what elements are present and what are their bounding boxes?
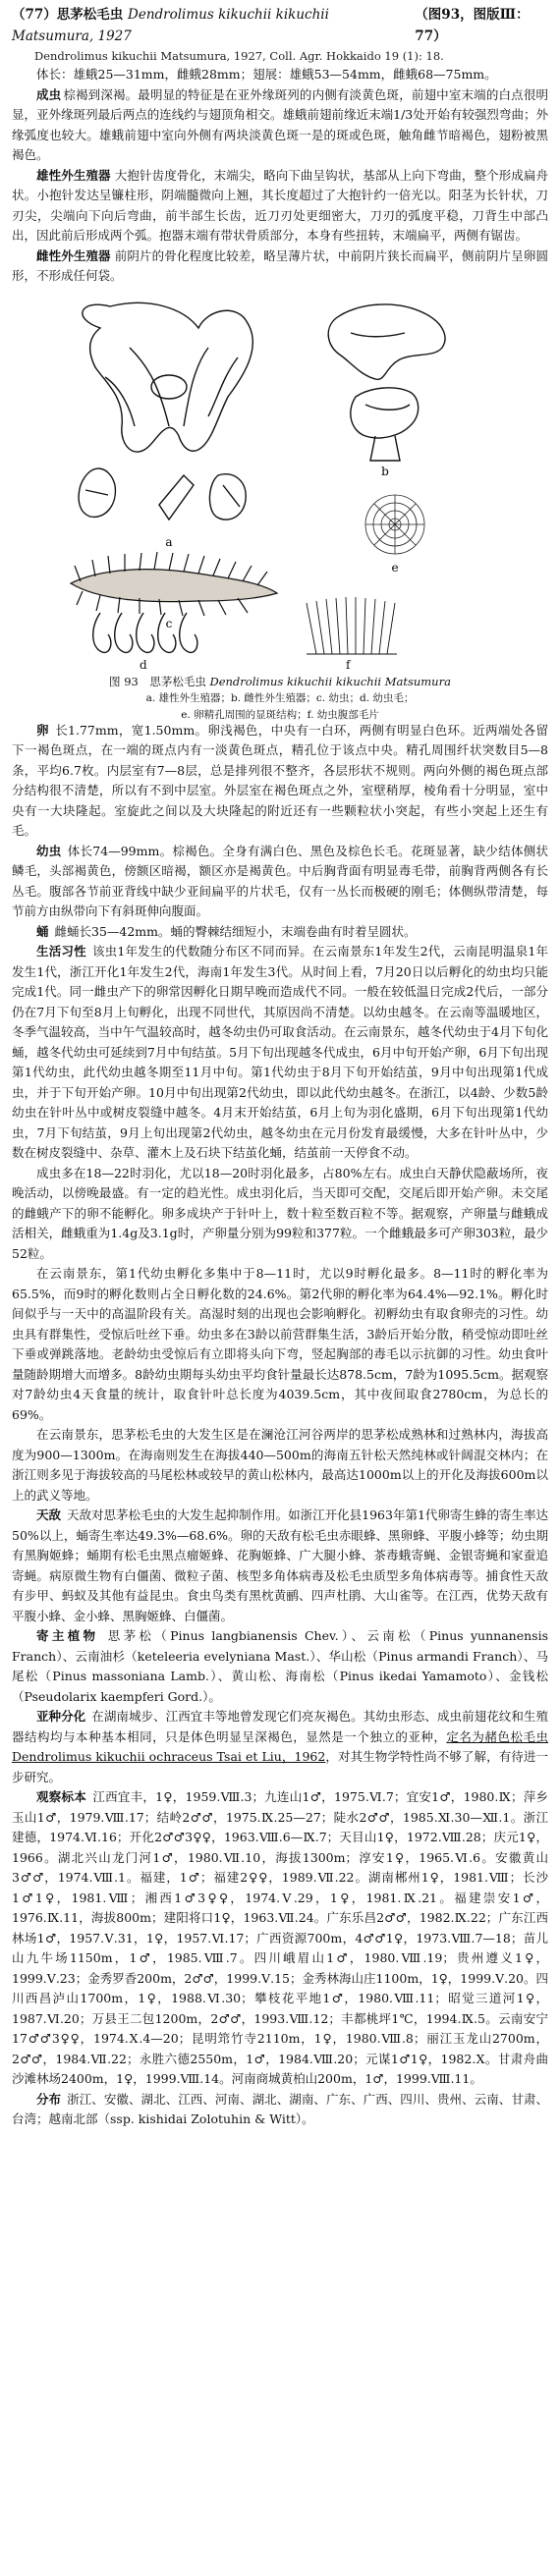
pupa-text: 雌蛹长35—42mm。蛹的臀棘结细短小，末端卷曲有时着呈圆状。: [54, 923, 417, 939]
citation: Dendrolimus kikuchii Matsumura, 1927, Coll. Agr. Hokkaido 19 (1): 18.: [34, 49, 444, 63]
subspecies-lead: 亚种分化: [36, 1709, 86, 1724]
fig-label-f: f: [346, 657, 351, 672]
larva-text: 体长74—99mm。棕褐色。全身有满白色、黑色及棕色长毛。花斑显著，缺少结体侧状鳞毛，头部褐黄色，傍额区暗褐，额区亦是褐黄色。中后胸背面有明显毒毛带，前胸背两侧各有长丛毛。腹部各节前亚背线中缺少亚间扁平的片状毛，仅有一丛长而极硬的刚毛；体侧纵带清楚，每节前方由纵带向下有斜斑伸向腹面。: [12, 843, 548, 918]
figure-93: [12, 289, 548, 721]
subspecies-text-before: 在湖南城步、江西宜丰等地曾发现它们亮灰褐色。其幼虫形态、成虫前翅花纹和生殖器结构均与本种基本相同，只是体色明显呈深褐色，显然是一个独立的亚种，: [12, 1709, 548, 1744]
egg-lead: 卵: [36, 722, 49, 738]
life-history-paragraph-4: 在云南景东，思茅松毛虫的大发生区是在澜沧江河谷两岸的思茅松成熟林和过熟林内，海拔高度为900—1300m。在海南则发生在海拔440—500m的海南五针松天然纯林或针阔混交林内；在浙江则多见于海拔较高的马尾松林或较早的黄山松林内，最高达1000m以上的开化及海拔600m以上的武义等地。: [12, 1427, 548, 1503]
female-genitalia-text: 前阴片的骨化程度比较差，略呈薄片状，中前阴片狭长而扁平，侧前阴片呈卵圆形，不形成任何袋。: [12, 247, 548, 283]
natural-enemies-lead: 天敌: [36, 1507, 62, 1522]
caption-line-2: a. 雄性外生殖器；b. 雌性外生殖器；c. 幼虫；d. 幼虫毛；: [145, 691, 415, 704]
male-genitalia-paragraph: [12, 166, 548, 247]
caption-title: 图 93 思茅松毛虫: [109, 674, 206, 688]
fig-label-e: e: [391, 560, 399, 575]
male-genitalia-text: 大抱针齿度骨化，末端尖，略向下曲呈钩状，基部从上向下弯曲，整个形成扁舟状。小抱针发达呈镰柱形，阴端髓微向上翘，其长度超过了大抱针约一倍光以。阳茎为长针状，刀刃尖，尖端向下向后弯曲，前半部生长齿，近刀刃处更细密大，刀刃的弧度平稳，刀背生中部凸出，因此前后形成两个弧。抱器末端有带状骨质部分，本身有些扭转，末端扁平，两侧有锯齿。: [12, 167, 548, 243]
natural-enemies-text: 天敌对思茅松毛虫的大发生起抑制作用。如浙江开化县1963年第1代卵寄生蜂的寄生率达50%以上，蛹寄生率达49.3%—68.6%。卵的天敌有松毛虫赤眼蜂、黑卵蜂、平腹小蜂等；幼虫期有黑胸姬蜂；蛹期有松毛虫黑点瘤姬蜂、花胸姬蜂、广大腿小蜂、茶毒蛾寄蝇、金银寄蝇和家蚕追寄蝇。病原微生物有白僵菌、微粒子菌、核型多角体病毒及松毛虫质型多角体病毒等。捕食性天敌有步甲、蚂蚁及其他有益昆虫。食虫鸟类有黑枕黄鹂、四声杜鹃、大山雀等。在江西，优势天敌有平腹小蜂、金小蜂、黑胸姬蜂、白僵菌。: [12, 1507, 548, 1623]
adult-lead: 成虫: [36, 86, 62, 102]
female-genitalia-drawing: [328, 303, 445, 460]
description-intro: 体长：雄蛾25—31mm，雌蛾28mm；翅展：雄蛾53—54mm，雌蛾68—75mm。: [36, 67, 497, 82]
distribution-lead: 分布: [36, 2091, 62, 2107]
male-genitalia-lead: 雄性外生殖器: [36, 167, 111, 183]
life-history-lead: 生活习性: [36, 944, 86, 959]
life-history-paragraph-2: 成虫多在18—22时羽化，尤以18—20时羽化最多，占80%左右。成虫白天静伏隐蔽场所，夜晚活动，以傍晚最盛。有一定的趋光性。成虫羽化后，当天即可交配，交尾后即开始产卵。未交尾的雌蛾产下的卵不能孵化。卵多成块产于针叶上，数十粒至数百粒不等。据观察，产卵量与雌蛾成活相关，雌蛾重为1.4g及3.1g时，产卵量分别为99粒和377粒。一个雌蛾最多可产卵303粒，最少52粒。: [12, 1165, 548, 1261]
larva-paragraph: [12, 842, 548, 922]
adult-text: 棕褐到深褐。最明显的特征是在亚外缘斑列的内侧有淡黄色斑，前翅中室末端的白点很明显，亚外缘斑列最后两点的连线约与翅顶角相交。雄蛾前翅前缘近末端1/3处开始有较强烈弯曲；外缘弧度也较大。雄蛾前翅中室向外侧有两块淡黄色斑一是的斑或色斑，触角雌节暗褐色，翅粉被黑褐色。: [12, 86, 548, 162]
specimens-paragraph: [12, 1787, 548, 2090]
pupa-paragraph: [12, 922, 548, 943]
entry-number: （77）思茅松毛虫: [12, 7, 124, 23]
larval-hairs-drawing: [93, 613, 197, 652]
fig-label-b: b: [381, 464, 389, 478]
subspecies-text-after: ，对其生物学特性尚不够了解，有待进一步研究。: [12, 1749, 548, 1784]
subspecies-name-underlined: 定名为赭色松毛虫 Dendrolimus kikuchii ochraceus Tsai et Liu，1962: [12, 1728, 548, 1764]
life-history-text-1: 该虫1年发生的代数随分布区不同而异。在云南景东1年发生2代，云南昆明温泉1年发生1代，浙江开化1年发生2代，海南1年发生3代。从时间上看，7月20日以后孵化的幼虫均只能完成1代。同一雌虫产下的卵常因孵化日期早晚而造成代不同。一般在较低温日完成2代后，一部分仍在7月下旬至8月上旬孵化，出现不同世代，其原因尚不清楚。以幼虫越冬。在云南等温暖地区，冬季气温较高，当中午气温较高时，越冬幼虫仍可取食活动。在云南景东，越冬代幼虫于4月下旬化蛹，越冬代幼虫可延续到7月中旬结茧。5月下旬出现越冬代成虫，6月中旬开始产卵，6月下旬出现第1代幼虫，此代幼虫越冬期至11月中旬。第1代幼虫于8月下旬开始结茧，9月中旬出现第1代成虫，并于下旬开始产卵。10月中旬出现第2代幼虫，即以此代幼虫越冬。在浙江，以4龄、少数5龄幼虫在针叶丛中或树皮裂缝中越冬。4月末开始结茧，6月上旬为羽化盛期，6月下旬出现第1代幼虫，7月下旬结茧，9月上旬出现第2代幼虫，越冬幼虫在元月份发育最缓慢，大多在针叶丛中，少数在树皮裂缝中、杂草、灌木上及石块下结茧化蛹，结茧前一天停食不动。: [12, 944, 548, 1160]
natural-enemies-paragraph: [12, 1506, 548, 1626]
host-plants-lead: 寄主植物: [36, 1628, 99, 1643]
subspecies-paragraph: [12, 1707, 548, 1787]
host-plants-text: 思茅松（Pinus langbianensis Chev.）、云南松（Pinus yunnanensis Franch）、云南油杉（keteleeria evelyniana Mast.）、华山松（Pinus armandi Franch）、马尾松（Pinus massoniana Lamb.）、黄山松、海南松（Pinus ikedai Yamamoto）、金钱松（Pseudolarix kaempferi Gord.）。: [12, 1628, 548, 1704]
distribution-text: 浙江、安徽、湖北、江西、河南、湖北、湖南、广东、广西、四川、贵州、云南、甘肃、台湾；越南北部（ssp. kishidai Zolotuhin & Witt）。: [12, 2091, 548, 2126]
species-heading: [12, 4, 548, 47]
pupa-lead: 蛹: [36, 923, 49, 939]
adult-paragraph: [12, 85, 548, 166]
male-genitalia-drawing: [79, 302, 252, 520]
caption-line-3: e. 卵精孔周围的显斑结构；f. 幼虫腹部毛片: [181, 708, 379, 721]
abdominal-hair-drawing: [307, 597, 397, 654]
larva-drawing: [71, 552, 277, 616]
female-genitalia-lead: 雌性外生殖器: [36, 247, 111, 263]
figure-caption: [12, 674, 548, 724]
egg-paragraph: [12, 721, 548, 842]
fig-label-c: c: [165, 616, 173, 630]
caption-taxon: Dendrolimus kikuchii kikuchii Matsumura: [209, 674, 451, 688]
figure-illustration: [12, 289, 548, 662]
figure-subfigure-labels: [12, 658, 548, 674]
host-plants-paragraph: [12, 1626, 548, 1707]
figure-ref: （图93，图版Ⅲ：77）: [415, 7, 530, 44]
specimens-lead: 观察标本: [36, 1789, 87, 1804]
distribution-paragraph: [12, 2090, 548, 2130]
caption-title-line: [12, 674, 548, 690]
life-history-paragraph-3: 在云南景东，第1代幼虫孵化多集中于8—11时，尤以9时孵化最多。8—11时的孵化率为65.5%，而9时的孵化数则占全日孵化数的24.6%。第2代卵的孵化率为64.4%—92.1%。孵化时间似乎与一天中的高温阶段有关。高湿时刻的出现也会影响孵化。初孵幼虫有取食卵壳的习性。幼虫具有群集性，受惊后吐丝下垂。幼虫多在3龄以前营群集生活，3龄后开始分散，稍受惊动即吐丝下垂或弹跳落地。老龄幼虫受惊后有立即将头向下弯，竖起胸部的毒毛以示抗御的习性。幼虫食叶量随龄期增大而增多。8龄幼虫期每头幼虫平均食针量最长达878.5cm，7龄为1095.5cm。据观察对7龄幼虫4天食量的统计，取食针叶总长度为4039.5cm，其中夜间取食2780cm，为总长的69%。: [12, 1266, 548, 1422]
fig-label-d: d: [140, 657, 147, 672]
scientific-name: Dendrolimus kikuchii kikuchii Matsumura, 1927: [12, 7, 329, 44]
egg-text: 长1.77mm，宽1.50mm。卵浅褐色，中央有一白环，两侧有明显白色环。近两端处各留下一褐色斑点，在一端的斑点内有一淡黄色斑点，精孔位于该点中央。精孔周围纤状突数目5—8条，平均6.7枚。内层室有7—8层，总是排列很不整齐，各层形状不规则。两向外侧的褐色斑点部分结构很不清楚，所以有不到中层室。外层室在褐色斑点之外，室壁稍厚，棱角看十分明显，室中央有一大块隆起。室旋此之间以及大块隆起的附近还有一些颗粒状小突起，有些小突起上还生有毛。: [12, 722, 548, 838]
larva-lead: 幼虫: [36, 843, 62, 858]
life-history-paragraph-1: [12, 942, 548, 1164]
female-genitalia-paragraph: [12, 247, 548, 287]
fig-label-a: a: [165, 534, 173, 549]
specimens-text: 江西宜丰，1♀，1959.Ⅷ.3；九连山1♂，1975.Ⅵ.7；宜安1♂，1980.Ⅸ；萍乡玉山1♂，1979.Ⅷ.17；结岭2♂♂，1975.Ⅸ.25—27；陡水2♂♂，1985.Ⅺ.30—Ⅻ.1。浙江建德，1974.Ⅵ.16；开化2♂♂3♀♀，1963.Ⅷ.6—Ⅸ.7；天目山1♀，1972.Ⅷ.28；庆元1♀，1966。湖北兴山龙门河1♂，1980.Ⅶ.10，海拔1300m；淳安1♀，1965.Ⅵ.6。安徽黄山3♂♂，1974.Ⅷ.1。福建，1♂；福建2♀♀，1989.Ⅶ.22。湖南郴州1♀，1981.Ⅷ；长沙1♂1♀，1981.Ⅷ；湘西1♂3♀♀，1974.Ⅴ.29，1♀，1981.Ⅸ.21。福建崇安1♂，1976.Ⅸ.11，海拔800m；建阳将口1♀，1963.Ⅶ.24。广东乐昌2♂♂，1982.Ⅸ.22；广东江西林场1♂，1957.Ⅴ.31，1♀，1957.Ⅵ.17；广西资源700m，4♂♂1♀，1973.Ⅷ.7—18；苗儿山九牛场1150m，1♂，1985.Ⅷ.7。四川峨眉山1♂，1980.Ⅷ.19；贵州遵义1♀，1999.Ⅴ.23；金秀罗香200m，2♂♂，1999.Ⅴ.15；金秀林海山庄1100m，1♀，1999.Ⅴ.20。四川西昌泸山1700m，1♀，1988.Ⅵ.30；攀枝花平地1♂，1980.Ⅷ.11；昭觉三道河1♀，1987.Ⅵ.20；万县王二包1200m，2♂♂，1993.Ⅷ.12；丰都桃坪1℃，1994.Ⅸ.5。云南安宁17♂♂3♀♀，1974.Ⅹ.4—20；昆明筇竹寺2110m，1♀，1980.Ⅷ.8；丽江玉龙山2700m，2♂♂，1984.Ⅶ.22；永胜六德2550m，1♂，1984.Ⅷ.20；元谋1♂1♀，1982.Ⅹ。甘肃舟曲沙滩林场2400m，1♀，1999.Ⅷ.14。河南商城黄柏山200m，1♂，1999.Ⅷ.11。: [12, 1789, 548, 2086]
egg-micropyle-drawing: [365, 495, 424, 554]
